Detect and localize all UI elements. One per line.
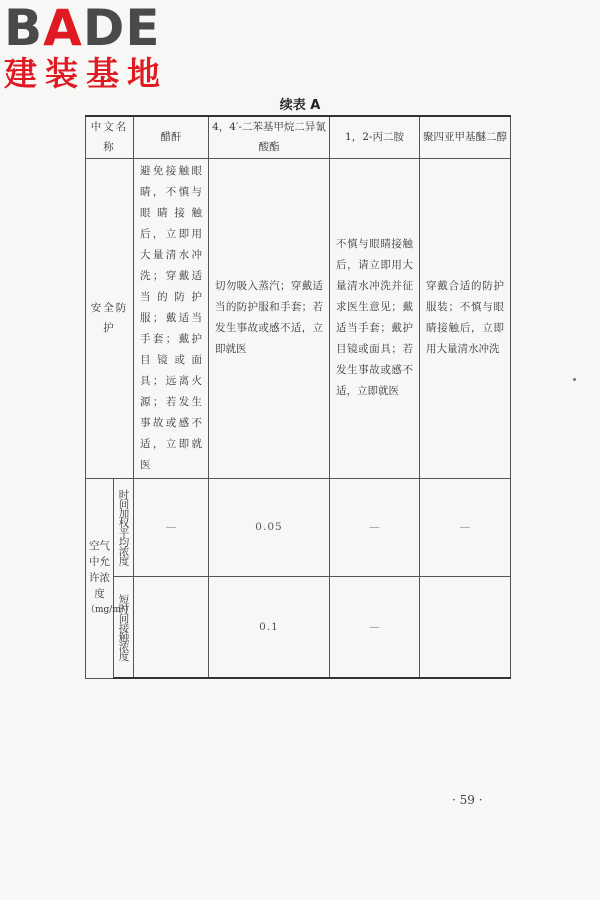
twa-sublabel: 时间加权平均浓度 — [117, 489, 130, 565]
scan-speck — [573, 378, 576, 381]
stel-sublabel-cell — [114, 576, 134, 678]
twa-value-ptmeg: — — [420, 478, 511, 576]
stel-value-acetic-anhydride — [134, 576, 209, 678]
stel-row — [86, 576, 511, 678]
logo-wordmark: BADE — [4, 0, 161, 57]
safety-cell-acetic-anhydride: 避免接触眼睛，不慎与眼睛接触后，立即用大量清水冲洗；穿戴适当的防护服；戴适当手套；戴护目镜或面具；远离火源；若发生事故或感不适，立即就医 — [134, 158, 209, 478]
twa-value-acetic-anhydride: — — [134, 478, 209, 576]
twa-sublabel-cell — [114, 478, 134, 576]
table-title: 续表 A — [279, 98, 321, 113]
header-mdi: 4，4′-二苯基甲烷二异氰酸酯 — [209, 116, 330, 158]
safety-cell-mdi: 切勿吸入蒸汽；穿戴适当的防护服和手套；若发生事故或感不适，立即就医 — [209, 158, 330, 478]
header-chinese-name: 中文名称 — [86, 116, 134, 158]
table-header-row — [86, 116, 511, 158]
stel-sublabel: 短时间接触浓度 — [117, 593, 130, 660]
air-concentration-unit: （mg/m³） — [86, 605, 134, 615]
stel-value-mdi: 0.1 — [209, 576, 330, 678]
twa-value-mdi: 0.05 — [209, 478, 330, 576]
chemical-safety-table — [85, 115, 511, 679]
air-concentration-label-text: 空气中允许浓度 — [89, 540, 110, 600]
safety-cell-ptmeg: 穿戴合适的防护服装；不慎与眼睛接触后，立即用大量清水冲洗 — [420, 158, 511, 478]
safety-label: 安全防护 — [86, 158, 134, 478]
safety-cell-propanediamine: 不慎与眼睛接触后，请立即用大量清水冲洗并征求医生意见；戴适当手套；戴护目镜或面具；若发生事故或感不适，立即就医 — [330, 158, 420, 478]
header-ptmeg: 聚四亚甲基醚二醇 — [420, 116, 511, 158]
logo-subtitle: 建装基地 — [4, 54, 168, 93]
page-number: · 59 · — [452, 793, 483, 807]
twa-value-propanediamine: — — [330, 478, 420, 576]
stel-value-ptmeg — [420, 576, 511, 678]
bade-logo — [4, 2, 184, 102]
safety-row — [86, 158, 511, 478]
twa-row — [86, 478, 511, 576]
header-acetic-anhydride: 醋酐 — [134, 116, 209, 158]
header-propanediamine: 1，2-丙二胺 — [330, 116, 420, 158]
stel-value-propanediamine: — — [330, 576, 420, 678]
